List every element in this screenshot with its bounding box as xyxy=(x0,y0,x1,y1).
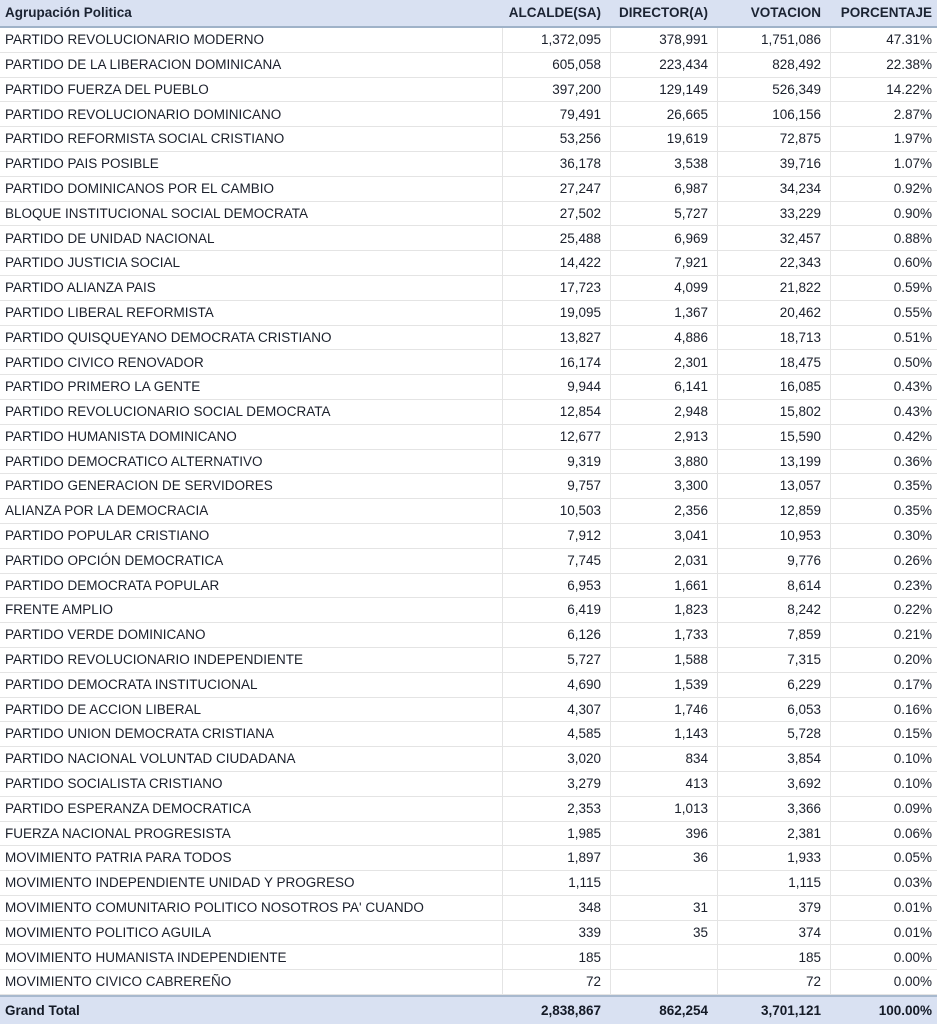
director-votes-cell[interactable] xyxy=(610,970,717,994)
porcentaje-cell[interactable]: 0.15% xyxy=(830,722,937,746)
party-name-cell[interactable]: PARTIDO DEMOCRATICO ALTERNATIVO xyxy=(5,453,263,469)
votacion-total-cell[interactable]: 21,822 xyxy=(717,276,830,300)
porcentaje-cell[interactable]: 0.43% xyxy=(830,400,937,424)
alcalde-votes-cell[interactable]: 12,677 xyxy=(502,425,610,449)
table-row xyxy=(0,474,937,499)
porcentaje-cell[interactable]: 0.59% xyxy=(830,276,937,300)
director-votes-cell[interactable]: 2,356 xyxy=(610,499,717,523)
votacion-total-cell[interactable]: 16,085 xyxy=(717,375,830,399)
alcalde-votes-cell[interactable]: 3,020 xyxy=(502,747,610,771)
porcentaje-cell[interactable]: 0.00% xyxy=(830,970,937,994)
table-row xyxy=(0,747,937,772)
party-name-cell[interactable]: PARTIDO REVOLUCIONARIO DOMINICANO xyxy=(5,106,282,122)
porcentaje-cell[interactable]: 22.38% xyxy=(830,53,937,77)
header-alcalde[interactable]: ALCALDE(SA) xyxy=(508,5,601,21)
director-votes-cell[interactable]: 6,987 xyxy=(610,177,717,201)
votacion-total-cell[interactable]: 3,854 xyxy=(717,747,830,771)
director-votes-cell[interactable]: 1,367 xyxy=(610,301,717,325)
party-name-cell[interactable]: PARTIDO VERDE DOMINICANO xyxy=(5,627,206,643)
table-row xyxy=(0,970,937,995)
party-name-cell[interactable]: PARTIDO JUSTICIA SOCIAL xyxy=(5,255,181,271)
table-row xyxy=(0,698,937,723)
porcentaje-cell[interactable]: 0.21% xyxy=(830,623,937,647)
porcentaje-cell[interactable]: 0.01% xyxy=(830,896,937,920)
party-name-cell[interactable]: PARTIDO REVOLUCIONARIO INDEPENDIENTE xyxy=(5,652,304,668)
votacion-total-cell[interactable]: 12,859 xyxy=(717,499,830,523)
director-votes-cell[interactable]: 129,149 xyxy=(610,78,717,102)
alcalde-votes-cell[interactable]: 72 xyxy=(502,970,610,994)
director-votes-cell[interactable]: 3,880 xyxy=(610,450,717,474)
party-name-cell[interactable]: FRENTE AMPLIO xyxy=(5,602,114,618)
votacion-total-cell[interactable]: 13,057 xyxy=(717,474,830,498)
votacion-total-cell[interactable]: 5,728 xyxy=(717,722,830,746)
party-name-cell[interactable]: PARTIDO NACIONAL VOLUNTAD CIUDADANA xyxy=(5,751,296,767)
alcalde-votes-cell[interactable]: 25,488 xyxy=(502,226,610,250)
alcalde-votes-cell[interactable]: 12,854 xyxy=(502,400,610,424)
director-votes-cell[interactable] xyxy=(610,945,717,969)
director-votes-cell[interactable]: 31 xyxy=(610,896,717,920)
porcentaje-cell[interactable]: 2.87% xyxy=(830,102,937,126)
party-name-cell[interactable]: PARTIDO REVOLUCIONARIO MODERNO xyxy=(5,32,265,48)
director-votes-cell[interactable]: 19,619 xyxy=(610,127,717,151)
votacion-total-cell[interactable]: 3,366 xyxy=(717,797,830,821)
party-name-cell[interactable]: PARTIDO PAIS POSIBLE xyxy=(5,156,159,172)
director-votes-cell[interactable]: 3,300 xyxy=(610,474,717,498)
party-name-cell[interactable]: PARTIDO ESPERANZA DEMOCRATICA xyxy=(5,800,252,816)
table-body xyxy=(0,28,937,995)
porcentaje-cell[interactable]: 0.03% xyxy=(830,871,937,895)
party-name-cell[interactable]: PARTIDO DE UNIDAD NACIONAL xyxy=(5,230,215,246)
director-votes-cell[interactable]: 396 xyxy=(610,822,717,846)
table-row xyxy=(0,400,937,425)
director-votes-cell[interactable]: 834 xyxy=(610,747,717,771)
party-name-cell[interactable]: PARTIDO ALIANZA PAIS xyxy=(5,280,156,296)
table-row xyxy=(0,499,937,524)
porcentaje-cell[interactable]: 0.16% xyxy=(830,698,937,722)
alcalde-votes-cell[interactable]: 348 xyxy=(502,896,610,920)
director-votes-cell[interactable]: 5,727 xyxy=(610,202,717,226)
table-row xyxy=(0,425,937,450)
alcalde-votes-cell[interactable]: 36,178 xyxy=(502,152,610,176)
table-row xyxy=(0,152,937,177)
table-row xyxy=(0,524,937,549)
director-votes-cell[interactable]: 413 xyxy=(610,772,717,796)
alcalde-votes-cell[interactable]: 185 xyxy=(502,945,610,969)
table-row xyxy=(0,822,937,847)
alcalde-votes-cell[interactable]: 16,174 xyxy=(502,350,610,374)
party-name-cell[interactable]: MOVIMIENTO POLITICO AGUILA xyxy=(5,924,212,940)
party-name-cell[interactable]: PARTIDO DEMOCRATA INSTITUCIONAL xyxy=(5,676,258,692)
director-votes-cell[interactable]: 1,588 xyxy=(610,648,717,672)
table-row xyxy=(0,251,937,276)
votacion-total-cell[interactable]: 1,751,086 xyxy=(717,28,830,52)
party-name-cell[interactable]: PARTIDO DE LA LIBERACION DOMINICANA xyxy=(5,56,282,72)
votacion-total-cell[interactable]: 374 xyxy=(717,921,830,945)
grand-total-label[interactable]: Grand Total xyxy=(5,1002,80,1018)
votacion-total-cell[interactable]: 72,875 xyxy=(717,127,830,151)
porcentaje-cell[interactable]: 0.92% xyxy=(830,177,937,201)
alcalde-votes-cell[interactable]: 17,723 xyxy=(502,276,610,300)
director-votes-cell[interactable]: 1,746 xyxy=(610,698,717,722)
table-row xyxy=(0,673,937,698)
table-row xyxy=(0,797,937,822)
alcalde-votes-cell[interactable]: 4,690 xyxy=(502,673,610,697)
table-row xyxy=(0,78,937,103)
table-row xyxy=(0,301,937,326)
table-row xyxy=(0,772,937,797)
alcalde-votes-cell[interactable]: 53,256 xyxy=(502,127,610,151)
votacion-total-cell[interactable]: 32,457 xyxy=(717,226,830,250)
porcentaje-cell[interactable]: 0.36% xyxy=(830,450,937,474)
porcentaje-cell[interactable]: 0.05% xyxy=(830,846,937,870)
party-name-cell[interactable]: PARTIDO GENERACION DE SERVIDORES xyxy=(5,478,273,494)
votacion-total-cell[interactable]: 379 xyxy=(717,896,830,920)
alcalde-votes-cell[interactable]: 339 xyxy=(502,921,610,945)
director-votes-cell[interactable]: 2,948 xyxy=(610,400,717,424)
director-votes-cell[interactable]: 2,913 xyxy=(610,425,717,449)
party-name-cell[interactable]: PARTIDO REFORMISTA SOCIAL CRISTIANO xyxy=(5,131,285,147)
table-row xyxy=(0,945,937,970)
alcalde-votes-cell[interactable]: 1,115 xyxy=(502,871,610,895)
votacion-total-cell[interactable]: 13,199 xyxy=(717,450,830,474)
alcalde-votes-cell[interactable]: 27,502 xyxy=(502,202,610,226)
alcalde-votes-cell[interactable]: 27,247 xyxy=(502,177,610,201)
alcalde-votes-cell[interactable]: 3,279 xyxy=(502,772,610,796)
porcentaje-cell[interactable]: 0.20% xyxy=(830,648,937,672)
porcentaje-cell[interactable]: 0.23% xyxy=(830,574,937,598)
table-row xyxy=(0,648,937,673)
alcalde-votes-cell[interactable]: 9,944 xyxy=(502,375,610,399)
party-name-cell[interactable]: PARTIDO OPCIÓN DEMOCRATICA xyxy=(5,552,224,568)
header-porcentaje[interactable]: PORCENTAJE xyxy=(840,5,932,21)
porcentaje-cell[interactable]: 0.88% xyxy=(830,226,937,250)
porcentaje-cell[interactable]: 0.60% xyxy=(830,251,937,275)
alcalde-votes-cell[interactable]: 9,757 xyxy=(502,474,610,498)
porcentaje-cell[interactable]: 14.22% xyxy=(830,78,937,102)
director-votes-cell[interactable]: 3,041 xyxy=(610,524,717,548)
alcalde-votes-cell[interactable]: 5,727 xyxy=(502,648,610,672)
table-row xyxy=(0,53,937,78)
table-row xyxy=(0,574,937,599)
alcalde-votes-cell[interactable]: 79,491 xyxy=(502,102,610,126)
table-row xyxy=(0,722,937,747)
party-name-cell[interactable]: PARTIDO DEMOCRATA POPULAR xyxy=(5,577,220,593)
director-votes-cell[interactable] xyxy=(610,871,717,895)
alcalde-votes-cell[interactable]: 1,985 xyxy=(502,822,610,846)
porcentaje-cell[interactable]: 47.31% xyxy=(830,28,937,52)
alcalde-votes-cell[interactable]: 7,745 xyxy=(502,549,610,573)
porcentaje-cell[interactable]: 0.01% xyxy=(830,921,937,945)
alcalde-votes-cell[interactable]: 1,372,095 xyxy=(502,28,610,52)
director-votes-cell[interactable]: 223,434 xyxy=(610,53,717,77)
party-name-cell[interactable]: PARTIDO PRIMERO LA GENTE xyxy=(5,379,201,395)
votacion-total-cell[interactable]: 1,933 xyxy=(717,846,830,870)
table-row xyxy=(0,871,937,896)
porcentaje-cell[interactable]: 0.55% xyxy=(830,301,937,325)
director-votes-cell[interactable]: 1,143 xyxy=(610,722,717,746)
votacion-total-cell[interactable]: 7,315 xyxy=(717,648,830,672)
director-votes-cell[interactable]: 3,538 xyxy=(610,152,717,176)
votacion-total-cell[interactable]: 106,156 xyxy=(717,102,830,126)
director-votes-cell[interactable]: 2,031 xyxy=(610,549,717,573)
party-name-cell[interactable]: PARTIDO DOMINICANOS POR EL CAMBIO xyxy=(5,180,275,196)
director-votes-cell[interactable]: 2,301 xyxy=(610,350,717,374)
porcentaje-cell[interactable]: 1.97% xyxy=(830,127,937,151)
alcalde-votes-cell[interactable]: 4,307 xyxy=(502,698,610,722)
votacion-total-cell[interactable]: 8,614 xyxy=(717,574,830,598)
table-row xyxy=(0,177,937,202)
table-row xyxy=(0,598,937,623)
header-agrupacion-politica[interactable]: Agrupación Politica xyxy=(5,5,132,21)
alcalde-votes-cell[interactable]: 10,503 xyxy=(502,499,610,523)
votacion-total-cell[interactable]: 18,713 xyxy=(717,326,830,350)
table-row xyxy=(0,623,937,648)
porcentaje-cell[interactable]: 0.35% xyxy=(830,474,937,498)
alcalde-votes-cell[interactable]: 13,827 xyxy=(502,326,610,350)
party-name-cell[interactable]: PARTIDO QUISQUEYANO DEMOCRATA CRISTIANO xyxy=(5,329,332,345)
grand-total-porcentaje[interactable]: 100.00% xyxy=(878,1002,932,1018)
director-votes-cell[interactable]: 6,969 xyxy=(610,226,717,250)
porcentaje-cell[interactable]: 0.10% xyxy=(830,772,937,796)
table-row xyxy=(0,202,937,227)
votacion-total-cell[interactable]: 526,349 xyxy=(717,78,830,102)
party-name-cell[interactable]: MOVIMIENTO HUMANISTA INDEPENDIENTE xyxy=(5,949,287,965)
alcalde-votes-cell[interactable]: 6,953 xyxy=(502,574,610,598)
votacion-total-cell[interactable]: 185 xyxy=(717,945,830,969)
porcentaje-cell[interactable]: 0.22% xyxy=(830,598,937,622)
table-row xyxy=(0,326,937,351)
alcalde-votes-cell[interactable]: 2,353 xyxy=(502,797,610,821)
table-row xyxy=(0,28,937,53)
director-votes-cell[interactable]: 26,665 xyxy=(610,102,717,126)
grand-total-alcalde[interactable]: 2,838,867 xyxy=(540,1002,601,1018)
porcentaje-cell[interactable]: 0.06% xyxy=(830,822,937,846)
table-row xyxy=(0,102,937,127)
party-name-cell[interactable]: PARTIDO DE ACCION LIBERAL xyxy=(5,701,202,717)
alcalde-votes-cell[interactable]: 605,058 xyxy=(502,53,610,77)
votacion-total-cell[interactable]: 9,776 xyxy=(717,549,830,573)
party-name-cell[interactable]: BLOQUE INSTITUCIONAL SOCIAL DEMOCRATA xyxy=(5,205,309,221)
director-votes-cell[interactable]: 4,886 xyxy=(610,326,717,350)
votacion-total-cell[interactable]: 8,242 xyxy=(717,598,830,622)
alcalde-votes-cell[interactable]: 19,095 xyxy=(502,301,610,325)
party-name-cell[interactable]: PARTIDO CIVICO RENOVADOR xyxy=(5,354,204,370)
alcalde-votes-cell[interactable]: 9,319 xyxy=(502,450,610,474)
porcentaje-cell[interactable]: 0.26% xyxy=(830,549,937,573)
alcalde-votes-cell[interactable]: 6,419 xyxy=(502,598,610,622)
header-votacion[interactable]: VOTACION xyxy=(750,5,821,21)
party-name-cell[interactable]: FUERZA NACIONAL PROGRESISTA xyxy=(5,825,231,841)
director-votes-cell[interactable]: 1,733 xyxy=(610,623,717,647)
party-name-cell[interactable]: PARTIDO REVOLUCIONARIO SOCIAL DEMOCRATA xyxy=(5,404,331,420)
votacion-total-cell[interactable]: 15,802 xyxy=(717,400,830,424)
votacion-total-cell[interactable]: 34,234 xyxy=(717,177,830,201)
party-name-cell[interactable]: MOVIMIENTO COMUNITARIO POLITICO NOSOTROS PA' CUANDO xyxy=(5,900,424,916)
director-votes-cell[interactable]: 1,539 xyxy=(610,673,717,697)
party-name-cell[interactable]: PARTIDO LIBERAL REFORMISTA xyxy=(5,304,214,320)
grand-total-row xyxy=(0,995,937,1024)
votacion-total-cell[interactable]: 3,692 xyxy=(717,772,830,796)
porcentaje-cell[interactable]: 0.35% xyxy=(830,499,937,523)
party-name-cell[interactable]: MOVIMIENTO INDEPENDIENTE UNIDAD Y PROGRESO xyxy=(5,875,355,891)
alcalde-votes-cell[interactable]: 14,422 xyxy=(502,251,610,275)
table-row xyxy=(0,896,937,921)
director-votes-cell[interactable]: 1,013 xyxy=(610,797,717,821)
votacion-total-cell[interactable]: 828,492 xyxy=(717,53,830,77)
party-name-cell[interactable]: PARTIDO POPULAR CRISTIANO xyxy=(5,528,210,544)
porcentaje-cell[interactable]: 1.07% xyxy=(830,152,937,176)
porcentaje-cell[interactable]: 0.42% xyxy=(830,425,937,449)
table-row xyxy=(0,549,937,574)
director-votes-cell[interactable]: 1,823 xyxy=(610,598,717,622)
party-name-cell[interactable]: PARTIDO UNION DEMOCRATA CRISTIANA xyxy=(5,726,275,742)
director-votes-cell[interactable]: 35 xyxy=(610,921,717,945)
alcalde-votes-cell[interactable]: 1,897 xyxy=(502,846,610,870)
votacion-total-cell[interactable]: 7,859 xyxy=(717,623,830,647)
party-name-cell[interactable]: PARTIDO FUERZA DEL PUEBLO xyxy=(5,81,209,97)
votacion-total-cell[interactable]: 15,590 xyxy=(717,425,830,449)
porcentaje-cell[interactable]: 0.17% xyxy=(830,673,937,697)
grand-total-director[interactable]: 862,254 xyxy=(659,1002,708,1018)
director-votes-cell[interactable]: 6,141 xyxy=(610,375,717,399)
director-votes-cell[interactable]: 378,991 xyxy=(610,28,717,52)
votacion-total-cell[interactable]: 10,953 xyxy=(717,524,830,548)
party-name-cell[interactable]: PARTIDO HUMANISTA DOMINICANO xyxy=(5,428,237,444)
table-row xyxy=(0,127,937,152)
table-row xyxy=(0,921,937,946)
director-votes-cell[interactable]: 36 xyxy=(610,846,717,870)
porcentaje-cell[interactable]: 0.09% xyxy=(830,797,937,821)
table-header-row xyxy=(0,0,937,28)
party-name-cell[interactable]: MOVIMIENTO CIVICO CABREREÑO xyxy=(5,974,232,990)
party-name-cell[interactable]: MOVIMIENTO PATRIA PARA TODOS xyxy=(5,850,232,866)
alcalde-votes-cell[interactable]: 6,126 xyxy=(502,623,610,647)
table-row xyxy=(0,846,937,871)
grand-total-votacion[interactable]: 3,701,121 xyxy=(760,1002,821,1018)
alcalde-votes-cell[interactable]: 397,200 xyxy=(502,78,610,102)
votacion-total-cell[interactable]: 1,115 xyxy=(717,871,830,895)
director-votes-cell[interactable]: 4,099 xyxy=(610,276,717,300)
porcentaje-cell[interactable]: 0.43% xyxy=(830,375,937,399)
votacion-total-cell[interactable]: 39,716 xyxy=(717,152,830,176)
porcentaje-cell[interactable]: 0.30% xyxy=(830,524,937,548)
votacion-total-cell[interactable]: 22,343 xyxy=(717,251,830,275)
porcentaje-cell[interactable]: 0.10% xyxy=(830,747,937,771)
table-row xyxy=(0,276,937,301)
votacion-total-cell[interactable]: 6,053 xyxy=(717,698,830,722)
party-name-cell[interactable]: PARTIDO SOCIALISTA CRISTIANO xyxy=(5,776,223,792)
table-row xyxy=(0,226,937,251)
director-votes-cell[interactable]: 1,661 xyxy=(610,574,717,598)
table-row xyxy=(0,450,937,475)
director-votes-cell[interactable]: 7,921 xyxy=(610,251,717,275)
header-director[interactable]: DIRECTOR(A) xyxy=(619,5,708,21)
votacion-total-cell[interactable]: 6,229 xyxy=(717,673,830,697)
porcentaje-cell[interactable]: 0.90% xyxy=(830,202,937,226)
party-name-cell[interactable]: ALIANZA POR LA DEMOCRACIA xyxy=(5,503,209,519)
table-row xyxy=(0,350,937,375)
porcentaje-cell[interactable]: 0.51% xyxy=(830,326,937,350)
votacion-total-cell[interactable]: 18,475 xyxy=(717,350,830,374)
porcentaje-cell[interactable]: 0.50% xyxy=(830,350,937,374)
votacion-total-cell[interactable]: 2,381 xyxy=(717,822,830,846)
votacion-total-cell[interactable]: 72 xyxy=(717,970,830,994)
alcalde-votes-cell[interactable]: 7,912 xyxy=(502,524,610,548)
votacion-total-cell[interactable]: 20,462 xyxy=(717,301,830,325)
table-row xyxy=(0,375,937,400)
porcentaje-cell[interactable]: 0.00% xyxy=(830,945,937,969)
alcalde-votes-cell[interactable]: 4,585 xyxy=(502,722,610,746)
votacion-total-cell[interactable]: 33,229 xyxy=(717,202,830,226)
